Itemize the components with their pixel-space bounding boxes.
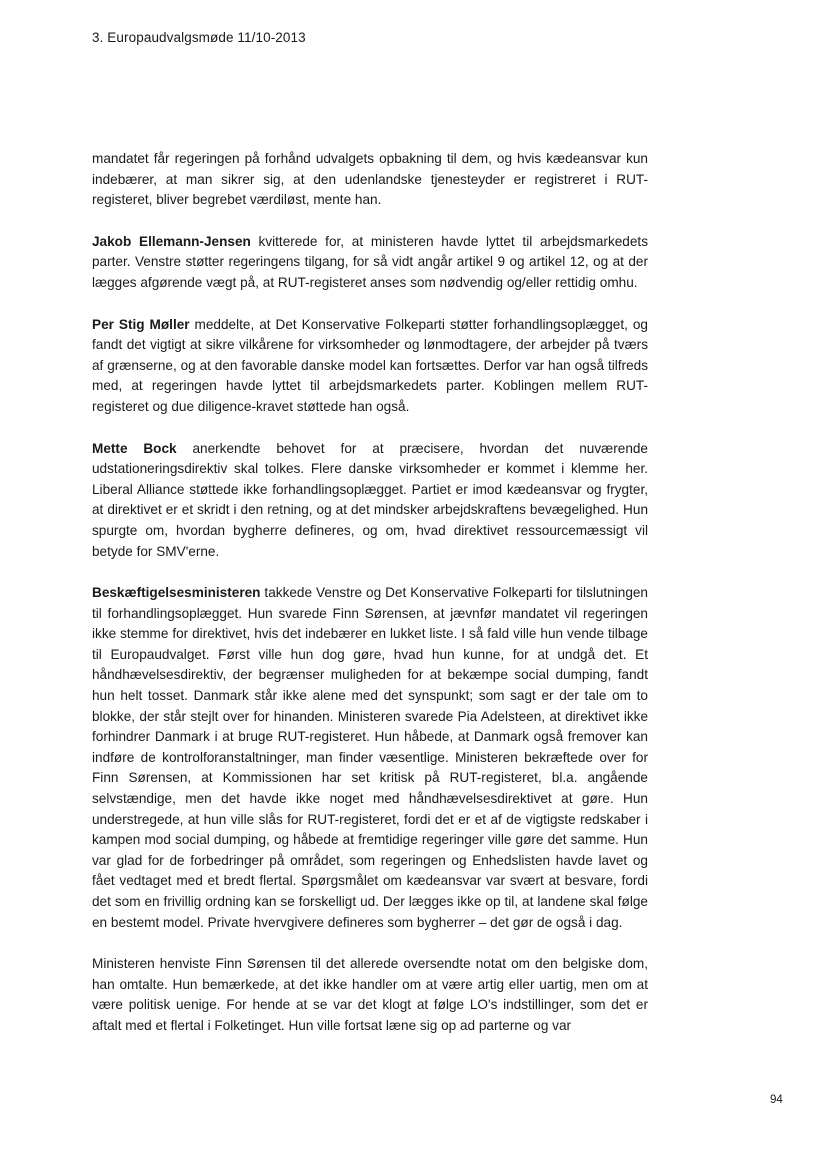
page-number: 94 — [770, 1094, 783, 1106]
paragraph — [92, 954, 648, 1036]
speaker-name: Beskæftigelsesministeren — [92, 585, 261, 601]
paragraph-text: kvitterede for, at ministeren havde lyttet til arbejdsmarkedets parter. Venstre støtter regeringens tilgang, for så vidt angår artikel 9 og artikel 12, og at der lægges afgørende vægt på, at RUT-registeret anses som nødvendig og/eller rettidig omhu. — [92, 233, 648, 290]
paragraph-text: takkede Venstre og Det Konservative Folkeparti for tilslutningen til forhandlingsoplægget. Hun svarede Finn Sørensen, at jævnfør mandatet vil regeringen ikke stemme for direktivet, hvis det indebærer en lukket liste. I så fald ville hun vende tilbage til Europaudvalget. Først ville hun dog gøre, hvad hun kunne, for at undgå det. Et håndhævelsesdirektiv, der begrænser muligheden for at bekæmpe social dumping, fandt hun helt tosset. Danmark står ikke alene med det synspunkt; som sagt er der tale om to blokke, der står stejlt over for hinanden. Ministeren svarede Pia Adelsteen, at direktivet ikke forhindrer Danmark i at bruge RUT-registeret. Hun håbede, at Danmark også fremover kan indføre de kontrolforanstaltninger, man finder væsentlige. Ministeren bekræftede over for Finn Sørensen, at Kommissionen har set kritisk på RUT-registeret, bl.a. angående selvstændige, men det havde ikke noget med håndhævelsesdirektivet at gøre. Hun understregede, at hun ville slås for RUT-registeret, fordi det er et af de vigtigste redskaber i kampen mod social dumping, og håbede at fremtidige regeringer ville gøre det samme. Hun var glad for de forbedringer på området, som regeringen og Enhedslisten havde lavet og fået vedtaget med et bredt flertal. Spørgsmålet om kædeansvar var svært at besvare, fordi det som en frivillig ordning kan se forskelligt ud. Der lægges ikke op til, at landene skal følge en bestemt model. Private hvervgivere defineres som bygherrer – det gør de også i dag. — [92, 585, 648, 930]
paragraph — [92, 149, 648, 211]
paragraph — [92, 583, 648, 933]
paragraph-text: mandatet får regeringen på forhånd udvalgets opbakning til dem, og hvis kædeansvar kun indebærer, at man sikrer sig, at den udenlandske tjenesteyder er registreret i RUT-registeret, bliver begrebet værdiløst, mente han. — [92, 151, 648, 208]
document-body — [92, 149, 648, 1058]
paragraph — [92, 232, 648, 294]
paragraph — [92, 315, 648, 418]
paragraph-text: Ministeren henviste Finn Sørensen til det allerede oversendte notat om den belgiske dom, han omtalte. Hun bemærkede, at det ikke handler om at være artig eller uartig, men om at være politisk uenige. For hende at se var det klogt at følge LO's indstillinger, som det er aftalt med et flertal i Folketinget. Hun ville fortsat læne sig op ad parterne og var — [92, 956, 648, 1033]
paragraph — [92, 439, 648, 563]
page-header: 3. Europaudvalgsmøde 11/10-2013 — [92, 30, 306, 45]
speaker-name: Per Stig Møller — [92, 316, 190, 332]
speaker-name: Mette Bock — [92, 440, 177, 456]
speaker-name: Jakob Ellemann-Jensen — [92, 233, 251, 249]
paragraph-text: anerkendte behovet for at præcisere, hvordan det nuværende udstationeringsdirektiv skal tolkes. Flere danske virksomheder er kommet i klemme her. Liberal Alliance støttede ikke forhandlingsoplægget. Partiet er imod kædeansvar og frygter, at direktivet er et skridt i den retning, og at det mindsker arbejdskraftens bevægelighed. Hun spurgte om, hvordan bygherre defineres, og om, hvad direktivet ressourcemæssigt vil betyde for SMV'erne. — [92, 440, 648, 559]
paragraph-text: meddelte, at Det Konservative Folkeparti støtter forhandlingsoplægget, og fandt det vigtigt at sikre vilkårene for virksomheder og lønmodtagere, der arbejder på tværs af grænserne, og at den favorable danske model kan fortsættes. Derfor var han også tilfreds med, at regeringen havde lyttet til arbejdsmarkedets parter. Koblingen mellem RUT-registeret og due diligence-kravet støttede han også. — [92, 316, 648, 414]
